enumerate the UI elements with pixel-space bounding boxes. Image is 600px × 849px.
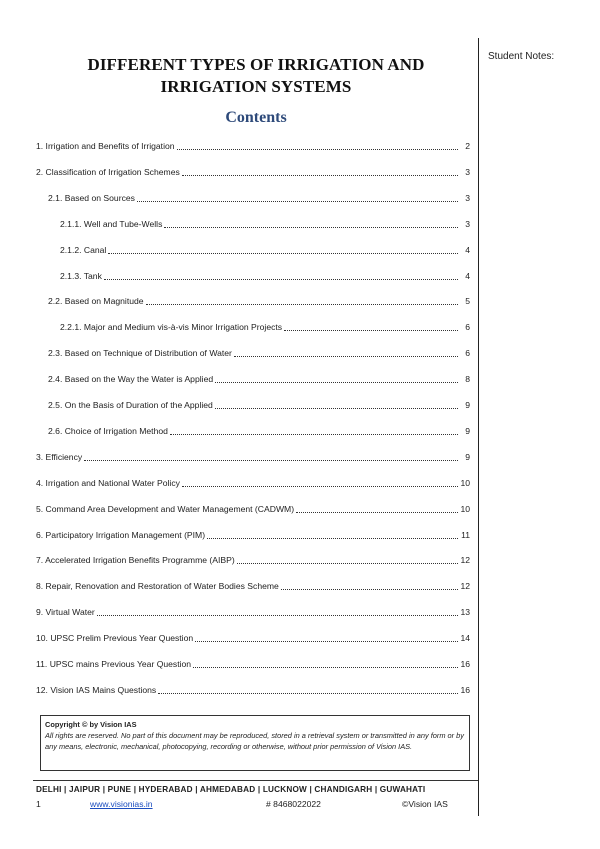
toc-entry[interactable] <box>48 424 470 438</box>
toc-entry[interactable] <box>60 217 470 231</box>
toc-dot-leader <box>281 589 458 590</box>
toc-entry[interactable] <box>36 657 470 671</box>
toc-entry-title: 2.1.3. Tank <box>60 270 102 281</box>
toc-dot-leader <box>158 693 458 694</box>
toc-entry-title: 8. Repair, Renovation and Restoration of Water Bodies Scheme <box>36 581 279 592</box>
toc-entry[interactable] <box>48 346 470 360</box>
toc-entry-page: 13 <box>460 607 470 618</box>
toc-dot-leader <box>137 201 458 202</box>
toc-entry-page: 16 <box>460 659 470 669</box>
toc-entry-title: 12. Vision IAS Mains Questions <box>36 684 157 695</box>
toc-entry-title: 2.1.2. Canal <box>60 244 107 255</box>
toc-entry-page: 9 <box>465 425 470 436</box>
toc-entry-title: 2.1.1. Well and Tube-Wells <box>60 218 163 229</box>
toc-entry-title: 6. Participatory Irrigation Management (PIM) <box>36 529 206 540</box>
toc-entry-title: 2.6. Choice of Irrigation Method <box>48 425 168 436</box>
toc-dot-leader <box>193 667 458 668</box>
toc-dot-leader <box>195 641 458 642</box>
toc-dot-leader <box>182 486 458 487</box>
toc-dot-leader <box>164 227 458 228</box>
toc-entry-page: 9 <box>465 451 470 462</box>
toc-entry-page: 11 <box>461 529 470 540</box>
toc-entry[interactable] <box>36 502 470 516</box>
toc-entry[interactable] <box>48 294 470 308</box>
toc-dot-leader <box>84 460 458 461</box>
toc-entry[interactable] <box>48 372 470 386</box>
toc-entry-page: 10 <box>460 477 470 488</box>
toc-entry-page: 9 <box>465 400 470 410</box>
student-notes-label: Student Notes: <box>488 51 555 62</box>
toc-entry[interactable] <box>60 320 470 334</box>
toc-dot-leader <box>237 563 458 564</box>
toc-entry[interactable] <box>36 683 470 697</box>
toc-entry-title: 2.4. Based on the Way the Water is Applied <box>48 374 214 385</box>
toc-dot-leader <box>215 408 458 409</box>
toc-entry-title: 5. Command Area Development and Water Management (CADWM) <box>36 503 295 514</box>
toc-entry-page: 2 <box>465 141 470 151</box>
toc-dot-leader <box>284 330 458 331</box>
toc-dot-leader <box>97 615 458 616</box>
toc-entry-title: 2.2. Based on Magnitude <box>48 296 144 307</box>
footer-row <box>36 799 476 811</box>
toc-entry-page: 6 <box>465 348 470 359</box>
toc-dot-leader <box>207 538 458 539</box>
phone-number: # 8468022022 <box>266 799 321 809</box>
toc-dot-leader <box>177 149 458 150</box>
copyright-heading: Copyright © by Vision IAS <box>45 720 137 729</box>
toc-entry[interactable] <box>36 450 470 464</box>
toc-entry[interactable] <box>48 191 470 205</box>
toc-entry-page: 3 <box>465 218 470 229</box>
footer-brand: ©Vision IAS <box>402 799 448 809</box>
toc-dot-leader <box>296 512 458 513</box>
toc-entry-page: 5 <box>465 296 470 307</box>
toc-entry[interactable] <box>36 553 470 567</box>
contents-heading: Contents <box>225 109 287 126</box>
toc-entry-page: 4 <box>465 244 470 255</box>
toc-entry-page: 6 <box>465 322 470 333</box>
toc-entry-page: 8 <box>465 374 470 385</box>
website-link[interactable]: www.visionias.in <box>90 799 153 809</box>
toc-entry-title: 2.5. On the Basis of Duration of the Applied <box>48 400 213 410</box>
toc-entry-page: 12 <box>460 581 470 592</box>
toc-entry-page: 3 <box>465 192 470 203</box>
toc-dot-leader <box>170 434 458 435</box>
toc-entry[interactable] <box>48 398 470 412</box>
toc-entry[interactable] <box>36 476 470 490</box>
toc-entry-page: 12 <box>460 555 470 566</box>
toc-entry-title: 2. Classification of Irrigation Schemes <box>36 166 180 177</box>
toc-entry-title: 10. UPSC Prelim Previous Year Question <box>36 633 194 644</box>
notes-column-divider <box>478 38 479 816</box>
toc-entry-title: 1. Irrigation and Benefits of Irrigation <box>36 141 175 151</box>
footer-cities: DELHI | JAIPUR | PUNE | HYDERABAD | AHMEDABAD | LUCKNOW | CHANDIGARH | GUWAHATI <box>36 785 426 794</box>
toc-dot-leader <box>104 279 458 280</box>
toc-dot-leader <box>146 304 458 305</box>
toc-entry-title: 11. UPSC mains Previous Year Question <box>36 659 192 669</box>
toc-entry-title: 9. Virtual Water <box>36 607 95 618</box>
toc-entry[interactable] <box>60 269 470 283</box>
toc-entry[interactable] <box>36 631 470 645</box>
toc-entry-title: 7. Accelerated Irrigation Benefits Programme (AIBP) <box>36 555 235 566</box>
toc-entry-title: 4. Irrigation and National Water Policy <box>36 477 180 488</box>
title-line-2: IRRIGATION SYSTEMS <box>160 77 352 96</box>
toc-entry[interactable] <box>60 243 470 257</box>
toc-entry-page: 14 <box>460 633 470 644</box>
toc-entry-title: 2.1. Based on Sources <box>48 192 135 203</box>
toc-entry-page: 4 <box>465 270 470 281</box>
toc-entry-page: 3 <box>465 166 470 177</box>
toc-dot-leader <box>108 253 458 254</box>
title-line-1: DIFFERENT TYPES OF IRRIGATION AND <box>87 55 425 74</box>
toc-entry[interactable] <box>36 528 470 542</box>
toc-entry[interactable] <box>36 605 470 619</box>
toc-dot-leader <box>234 356 458 357</box>
toc-entry-page: 10 <box>460 503 470 514</box>
toc-entry-title: 2.2.1. Major and Medium vis-à-vis Minor Irrigation Projects <box>60 322 283 333</box>
toc-entry[interactable] <box>36 579 470 593</box>
toc-dot-leader <box>215 382 458 383</box>
copyright-body: All rights are reserved. No part of this document may be reproduced, stored in a retrieval system or transmitted in any form or by any means, electronic, mechanical, photocopying, recording or otherwise, without prior permission of Vision IAS. <box>45 731 464 751</box>
toc-entry[interactable] <box>36 139 470 153</box>
toc-entry-title: 3. Efficiency <box>36 451 83 462</box>
toc-entry-title: 2.3. Based on Technique of Distribution of Water <box>48 348 232 359</box>
toc-dot-leader <box>182 175 458 176</box>
footer-divider <box>33 780 478 781</box>
toc-entry-page: 16 <box>460 684 470 695</box>
page-number: 1 <box>36 799 41 809</box>
copyright-box <box>40 715 470 771</box>
toc-entry[interactable] <box>36 165 470 179</box>
